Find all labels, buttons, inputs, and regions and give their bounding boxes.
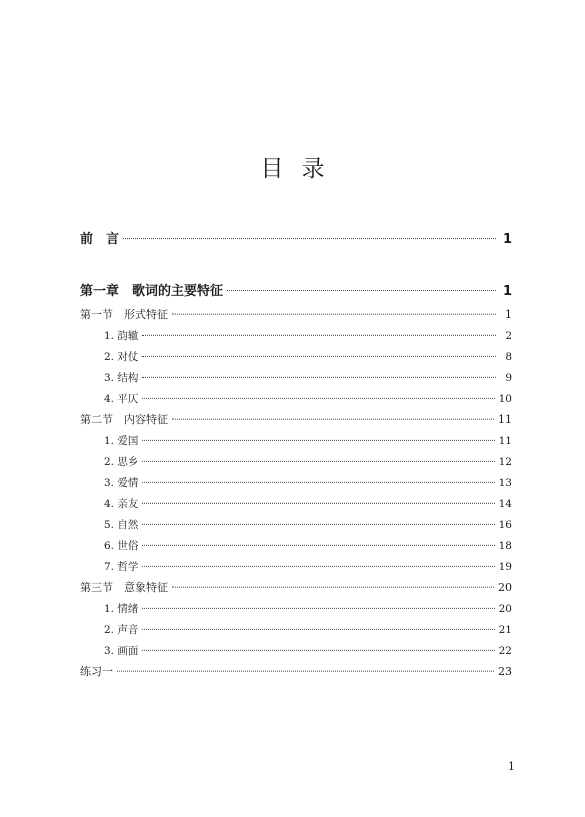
toc-leader [117,660,494,672]
toc-label: 1. 爱国 [104,434,139,447]
toc-leader [142,639,494,651]
toc-label: 2. 声音 [104,623,139,636]
toc-leader [142,324,496,336]
toc-page: 18 [498,539,512,552]
toc-page: 14 [498,497,512,510]
toc-entry-item[interactable] [104,558,512,574]
toc-page: 22 [498,644,512,657]
toc-label: 4. 平仄 [104,392,139,405]
toc-entry-item[interactable] [104,516,512,532]
toc-leader [172,408,494,420]
toc-entry-item[interactable] [104,348,512,364]
toc-leader [142,513,494,525]
toc-entry-section[interactable] [80,306,512,322]
toc-entry-preface[interactable] [80,228,512,247]
toc-leader [142,345,496,357]
toc-leader [142,492,494,504]
toc-leader [142,387,494,399]
toc-entry-item[interactable] [104,621,512,637]
toc-entry-item[interactable] [104,327,512,343]
toc-entry-exercise[interactable] [80,663,512,679]
toc-page: 19 [498,560,512,573]
toc-leader [227,277,496,291]
toc-page: 13 [498,476,512,489]
toc-label: 前 言 [80,232,120,247]
toc-leader [142,471,494,483]
toc-leader [142,534,494,546]
toc-label: 2. 对仗 [104,350,139,363]
toc-label: 第一章 歌词的主要特征 [80,284,224,299]
toc-entry-item[interactable] [104,390,512,406]
toc-page: 21 [498,623,512,636]
toc-page: 1 [502,284,512,299]
toc-leader [142,429,494,441]
toc-page: 10 [498,392,512,405]
toc-leader [172,303,496,315]
toc-page: 20 [498,581,512,594]
toc-leader [123,225,496,239]
toc-entry-item[interactable] [104,474,512,490]
toc-leader [142,618,494,630]
toc-page: 8 [505,350,512,363]
toc-label: 4. 亲友 [104,497,139,510]
toc-leader [172,576,494,588]
toc-label: 1. 韵辙 [104,329,139,342]
toc-page: 9 [505,371,512,384]
toc-page: 2 [505,329,512,342]
toc-label: 6. 世俗 [104,539,139,552]
toc-page: 11 [498,434,512,447]
toc-label: 2. 思乡 [104,455,139,468]
toc-label: 第三节 意象特征 [80,581,168,594]
toc-entry-section[interactable] [80,579,512,595]
page-number: 1 [508,760,515,773]
toc-page: 12 [498,455,512,468]
toc-page: 23 [498,665,512,678]
toc-entry-item[interactable] [104,600,512,616]
toc-leader [142,366,496,378]
toc-entry-item[interactable] [104,369,512,385]
toc-label: 第二节 内容特征 [80,413,168,426]
page-title: 目录 [260,156,343,182]
toc-leader [142,450,494,462]
toc-label: 3. 爱情 [104,476,139,489]
toc-label: 练习一 [80,665,113,678]
toc-leader [142,597,494,609]
toc-entry-section[interactable] [80,411,512,427]
toc-entry-chapter[interactable] [80,280,512,299]
toc-label: 3. 画面 [104,644,139,657]
toc-label: 3. 结构 [104,371,139,384]
toc-entry-item[interactable] [104,432,512,448]
toc-page: 16 [498,518,512,531]
toc-page: 11 [498,413,512,426]
toc-page: 1 [505,308,512,321]
toc-entry-item[interactable] [104,495,512,511]
toc-label: 5. 自然 [104,518,139,531]
toc-label: 第一节 形式特征 [80,308,168,321]
toc-leader [142,555,494,567]
toc-entry-item[interactable] [104,453,512,469]
toc-label: 1. 情绪 [104,602,139,615]
toc-label: 7. 哲学 [104,560,139,573]
toc-entry-item[interactable] [104,537,512,553]
toc-page: 1 [502,232,512,247]
toc-page: 20 [498,602,512,615]
toc-entry-item[interactable] [104,642,512,658]
